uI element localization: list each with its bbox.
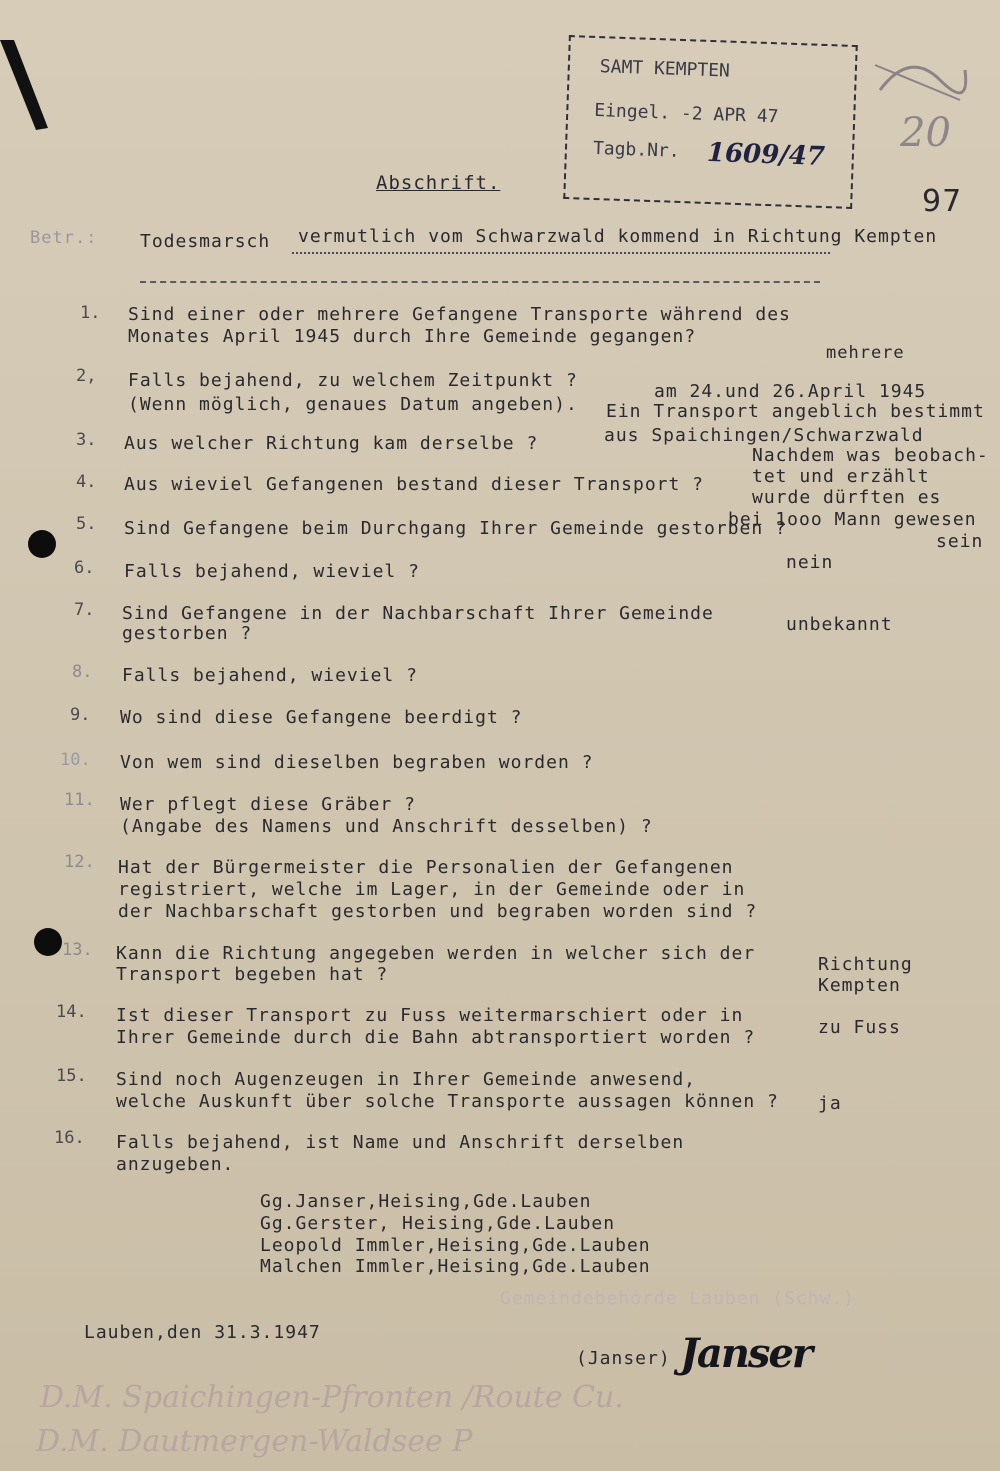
subject-label: Todesmarsch: [140, 231, 271, 252]
question-12-line-1: Hat der Bürgermeister die Personalien der Gefangenen: [118, 857, 734, 878]
question-13-line-2: Transport begeben hat ?: [116, 964, 389, 985]
question-number: 1.: [80, 303, 101, 323]
binding-mark: [0, 40, 60, 130]
question-13-line-1: Kann die Richtung angegeben werden in welcher sich der: [116, 943, 756, 964]
question-11-line-1: Wer pflegt diese Gräber ?: [120, 794, 416, 815]
question-14-line-1: Ist dieser Transport zu Fuss weitermarschiert oder in: [116, 1005, 744, 1026]
question-12-line-2: registriert, welche im Lager, in der Gemeinde oder in: [118, 879, 746, 900]
question-number: 8.: [72, 662, 93, 682]
answer-13-line-1: Richtung: [818, 954, 913, 975]
answer-14: zu Fuss: [818, 1017, 901, 1038]
handwritten-signature: Janser: [680, 1330, 811, 1377]
question-5-line-1: Sind Gefangene beim Durchgang Ihrer Gemeinde gestorben ?: [124, 518, 787, 539]
question-1-line-2: Monates April 1945 durch Ihre Gemeinde gegangen?: [128, 326, 697, 347]
question-number: 11.: [64, 790, 95, 810]
question-number: 7.: [74, 600, 95, 620]
question-number: 12.: [64, 852, 95, 872]
question-15-line-1: Sind noch Augenzeugen in Ihrer Gemeinde anwesend,: [116, 1069, 697, 1090]
page-number: 97: [922, 184, 963, 219]
answer-4-line-3: wurde dürften es: [752, 487, 942, 508]
answer-1: mehrere: [826, 343, 905, 363]
question-7-line-2: gestorben ?: [122, 623, 253, 644]
question-number: 15.: [56, 1066, 87, 1086]
question-number: 14.: [56, 1002, 87, 1022]
subject-underline: [292, 252, 830, 254]
answer-4-line-2: tet und erzählt: [752, 466, 930, 487]
question-10-line-1: Von wem sind dieselben begraben worden ?: [120, 752, 594, 773]
question-1-line-1: Sind einer oder mehrere Gefangene Transporte während des: [128, 304, 791, 325]
question-7-line-1: Sind Gefangene in der Nachbarschaft Ihrer Gemeinde: [122, 603, 714, 624]
re-label: Betr.:: [30, 228, 98, 248]
question-number: 9.: [70, 705, 91, 725]
question-8-line-1: Falls bejahend, wieviel ?: [122, 665, 418, 686]
question-16-line-2: anzugeben.: [116, 1154, 235, 1175]
question-14-line-2: Ihrer Gemeinde durch die Bahn abtransportiert worden ?: [116, 1027, 756, 1048]
question-number: 4.: [76, 472, 97, 492]
question-2-line-1: Falls bejahend, zu welchem Zeitpunkt ?: [128, 370, 578, 391]
pencil-note-2: D.M. Dautmergen-Waldsee P: [36, 1424, 473, 1459]
witness-4: Malchen Immler,Heising,Gde.Lauben: [260, 1256, 651, 1277]
question-number: 16.: [54, 1128, 85, 1148]
answer-5: nein: [786, 552, 834, 573]
stamp-journal-label: Tagb.Nr.: [592, 137, 681, 162]
answer-2-line-1: am 24.und 26.April 1945: [654, 381, 927, 402]
folio-pencil-number: 20: [900, 110, 951, 156]
official-seal-faint: Gemeindebehörde Lauben (Schw.): [500, 1288, 856, 1309]
place-and-date: Lauben,den 31.3.1947: [84, 1322, 321, 1343]
answer-4-line-4: bei 1ooo Mann gewesen: [728, 509, 977, 530]
question-number: 5.: [76, 514, 97, 534]
pencil-note-1: D.M. Spaichingen-Pfronten /Route Cu.: [40, 1380, 624, 1415]
answer-13-line-2: Kempten: [818, 975, 901, 996]
document-heading: Abschrift.: [376, 172, 501, 194]
stamp-received-date: Eingel. -2 APR 47: [593, 99, 779, 128]
question-number: 6.: [74, 558, 95, 578]
signer-name: (Janser): [576, 1348, 671, 1369]
question-6-line-1: Falls bejahend, wieviel ?: [124, 561, 420, 582]
stamp-office: SAMT KEMPTEN: [599, 56, 731, 82]
stamp-journal-number: 1609/47: [706, 137, 826, 173]
receipt-stamp: [563, 35, 858, 209]
punch-hole-top: [28, 530, 56, 558]
question-15-line-2: welche Auskunft über solche Transporte aussagen können ?: [116, 1091, 779, 1112]
answer-4-line-5: sein: [936, 531, 984, 552]
witness-1: Gg.Janser,Heising,Gde.Lauben: [260, 1191, 592, 1212]
question-number: 13.: [62, 940, 93, 960]
answer-15: ja: [818, 1093, 842, 1114]
question-number: 3.: [76, 430, 97, 450]
question-2-line-2: (Wenn möglich, genaues Datum angeben).: [128, 394, 578, 415]
question-number: 2,: [76, 366, 97, 386]
witness-2: Gg.Gerster, Heising,Gde.Lauben: [260, 1213, 616, 1234]
question-number: 10.: [60, 750, 91, 770]
question-16-line-1: Falls bejahend, ist Name und Anschrift derselben: [116, 1132, 685, 1153]
subject-divider: [140, 281, 820, 283]
answer-3: aus Spaichingen/Schwarzwald: [604, 425, 924, 446]
answer-7: unbekannt: [786, 614, 893, 635]
question-4-line-1: Aus wieviel Gefangenen bestand dieser Transport ?: [124, 474, 705, 495]
crossed-mark: [870, 50, 970, 110]
question-12-line-3: der Nachbarschaft gestorben und begraben worden sind ?: [118, 901, 758, 922]
punch-hole-bottom: [34, 928, 62, 956]
subject-text: vermutlich vom Schwarzwald kommend in Richtung Kempten: [298, 226, 938, 247]
question-11-line-2: (Angabe des Namens und Anschrift desselben) ?: [120, 816, 653, 837]
witness-3: Leopold Immler,Heising,Gde.Lauben: [260, 1235, 651, 1256]
question-3-line-1: Aus welcher Richtung kam derselbe ?: [124, 433, 539, 454]
answer-2-line-2: Ein Transport angeblich bestimmt: [606, 401, 985, 422]
answer-4-line-1: Nachdem was beobach-: [752, 445, 989, 466]
question-9-line-1: Wo sind diese Gefangene beerdigt ?: [120, 707, 523, 728]
